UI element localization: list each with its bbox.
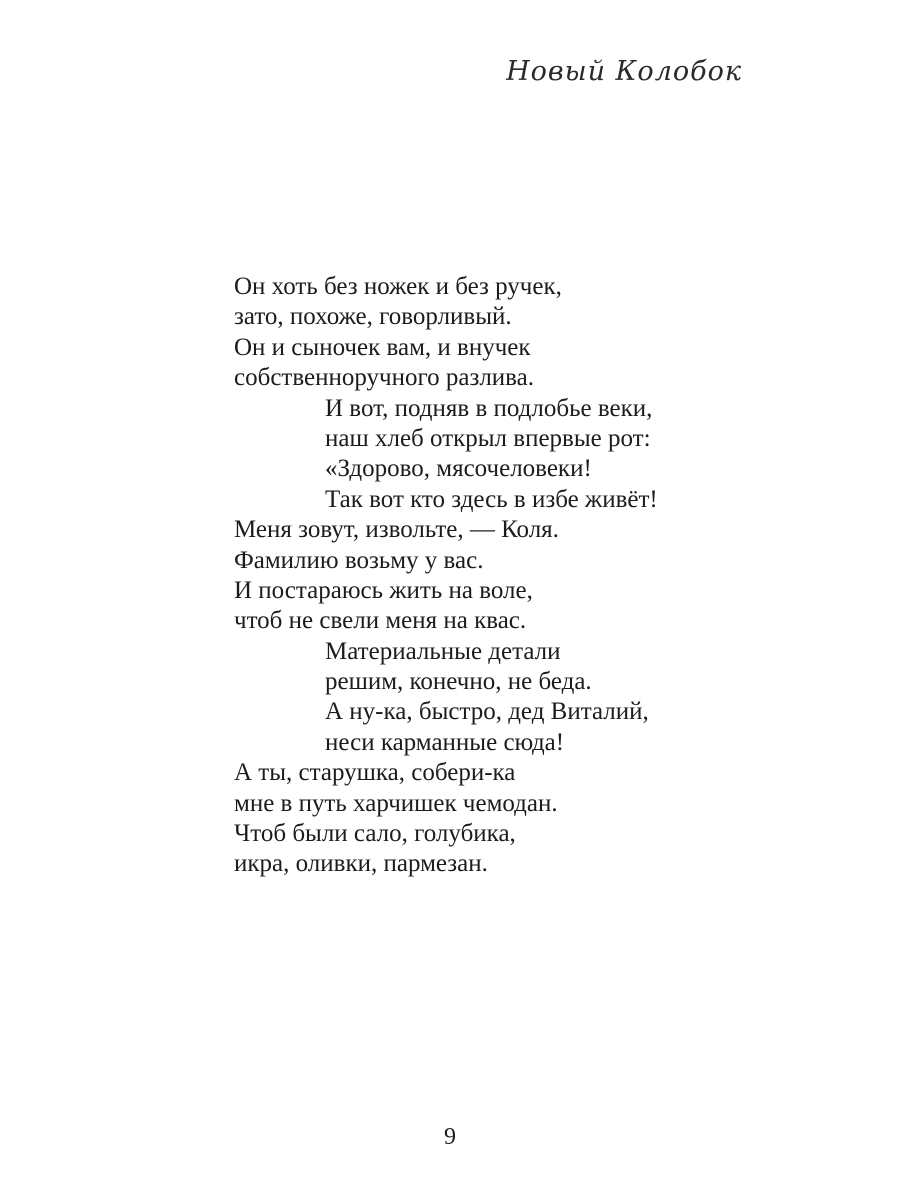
poem-line: неси карманные сюда! xyxy=(325,728,565,756)
poem-line: наш хлеб открыл впервые рот: xyxy=(325,424,651,452)
poem-line: собственноручного разлива. xyxy=(234,364,534,392)
poem-line: икра, оливки, пармезан. xyxy=(234,850,488,878)
poem-line: И постараюсь жить на воле, xyxy=(234,576,533,604)
stanza-indented xyxy=(234,394,714,516)
poem-line: зато, похоже, говорливый. xyxy=(234,303,512,331)
stanza-indented xyxy=(234,637,714,759)
poem-body xyxy=(234,272,714,880)
poem-line: чтоб не свели меня на квас. xyxy=(234,607,527,635)
stanza xyxy=(234,515,714,637)
poem-line: И вот, подняв в подлобье веки, xyxy=(325,394,653,422)
poem-line: Он и сыночек вам, и внучек xyxy=(234,333,531,361)
stanza xyxy=(234,272,714,394)
poem-line: Чтоб были сало, голубика, xyxy=(234,820,516,848)
poem-line: «Здорово, мясочеловеки! xyxy=(325,455,592,483)
stanza xyxy=(234,758,714,880)
poem-line: мне в путь харчишек чемодан. xyxy=(234,789,558,817)
poem-line: Так вот кто здесь в избе живёт! xyxy=(325,485,658,513)
poem-line: А ты, старушка, собери-ка xyxy=(234,759,516,787)
page-number: 9 xyxy=(444,1124,456,1150)
poem-line: А ну-ка, быстро, дед Виталий, xyxy=(325,698,649,726)
poem-line: Материальные детали xyxy=(325,637,561,665)
poem-line: решим, конечно, не беда. xyxy=(325,668,592,696)
poem-line: Фамилию возьму у вас. xyxy=(234,546,484,574)
running-head: Новый Колобок xyxy=(506,56,742,87)
poem-line: Он хоть без ножек и без ручек, xyxy=(234,273,562,300)
poem-line: Меня зовут, извольте, — Коля. xyxy=(234,516,559,544)
